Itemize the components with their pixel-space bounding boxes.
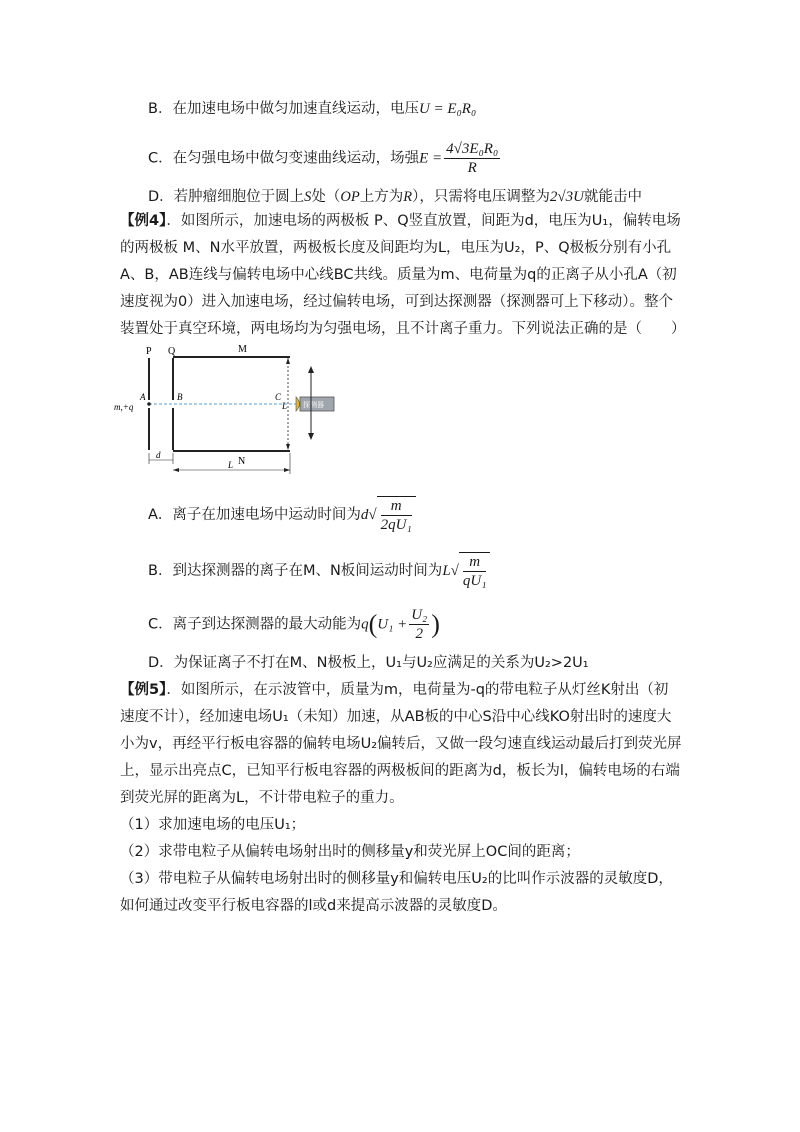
var: S xyxy=(304,189,312,205)
text: 装置处于真空环境，两电场均为匀强电场，且不计离子重力。下列说法正确的是（ ） xyxy=(120,321,686,337)
fraction xyxy=(381,497,412,534)
text: ．如图所示，加速电场的两极板 P、Q竖直放置，间距为d，电压为U₁，偏转电场 xyxy=(166,213,681,229)
example-tag: 【例5】 xyxy=(120,682,167,698)
ex4-option-a xyxy=(148,496,416,534)
example4-line-5 xyxy=(120,318,686,340)
text: A、B，AB连线与偏转电场中心线BC共线。质量为m、电荷量为q的正离子从小孔A（初 xyxy=(120,267,677,283)
formula: U = E₀R₀ xyxy=(418,101,477,117)
denominator: R xyxy=(467,160,477,176)
denominator: 2 xyxy=(415,626,423,642)
text: ），只需将电压调整为 xyxy=(412,189,550,205)
numerator: 4√3E₀R₀ xyxy=(446,141,499,157)
text: ．如图所示，在示波管中，质量为m，电荷量为-q的带电粒子从灯丝K射出（初 xyxy=(166,682,669,698)
label-q: Q xyxy=(168,346,176,357)
example5-question-3 xyxy=(120,868,673,890)
example4-figure xyxy=(110,340,350,480)
paren-right: ) xyxy=(431,609,440,639)
detector-label: 探测器 xyxy=(303,401,324,409)
l-arrow-left xyxy=(173,468,179,472)
text: 速度不计），经加速电场U₁（未知）加速，从AB板的中心S沿中心线KO射出时的速度大 xyxy=(120,709,672,725)
q3-option-c xyxy=(148,140,502,177)
arrow-down xyxy=(286,444,290,450)
sqrt: √ $\frac{m}{\text{2qU₁}}$ xyxy=(368,496,415,534)
formula: 2√3U xyxy=(549,189,584,205)
text: （1）求加速电场的电压U₁； xyxy=(120,817,306,833)
var: R xyxy=(403,189,413,205)
text: D．若肿瘤细胞位于圆上 xyxy=(148,189,305,205)
q3-option-d xyxy=(148,186,642,208)
detector-arrow-up xyxy=(308,366,314,373)
ex4-option-d xyxy=(148,652,589,674)
ex4-option-c xyxy=(148,606,440,643)
label-n: N xyxy=(238,456,246,467)
example5-line-5 xyxy=(120,787,404,809)
paren-left: ( xyxy=(368,609,378,639)
example5-line-1 xyxy=(120,679,668,701)
text: （2）求带电粒子从偏转电场射出时的侧移量y和荧光屏上OC间的距离； xyxy=(120,844,580,860)
label-b: B xyxy=(177,392,183,402)
option-text: C．在匀强电场中做匀变速曲线运动，场强 xyxy=(148,150,420,167)
denominator: qU₁ xyxy=(462,573,487,589)
numerator: m xyxy=(381,497,412,516)
label-d: d xyxy=(156,450,161,460)
fraction xyxy=(409,606,429,643)
label-c: C xyxy=(275,392,282,402)
example4-line-1 xyxy=(120,210,681,232)
example5-question-3-cont xyxy=(120,895,507,917)
option-text: C．离子到达探测器的最大动能为 xyxy=(148,616,362,633)
example4-line-2 xyxy=(120,237,671,259)
option-text: D．为保证离子不打在M、N极板上，U₁与U₂应满足的关系为U₂>2U₁ xyxy=(148,655,589,671)
example4-line-4 xyxy=(120,291,673,313)
label-a: A xyxy=(140,392,146,402)
option-text: B．到达探测器的离子在M、N板间运动时间为 xyxy=(148,563,443,579)
sqrt: √ $\frac{m}{\text{qU₁}}$ xyxy=(451,552,491,590)
formula-pre: L xyxy=(442,563,451,579)
numerator: m xyxy=(463,553,487,572)
detector-arrow-down xyxy=(308,433,314,440)
example5-line-2 xyxy=(120,706,671,728)
example5-line-3 xyxy=(120,733,682,755)
text: 上方为 xyxy=(359,189,404,205)
example-tag: 【例4】 xyxy=(120,213,167,229)
text: 上，显示出亮点C，已知平行板电容器的两极板间的距离为d，板长为l，偏转电场的右端 xyxy=(120,763,680,779)
fraction xyxy=(463,553,487,590)
label-m: M xyxy=(238,344,247,355)
label-l-right: L xyxy=(282,401,288,411)
label-p: P xyxy=(146,346,152,357)
text: 如何通过改变平行板电容器的l或d来提高示波器的灵敏度D。 xyxy=(120,898,507,914)
text: 到荧光屏的距离为L，不计带电粒子的重力。 xyxy=(120,790,404,806)
l-arrow-right xyxy=(284,468,290,472)
text: 的两极板 M、N水平放置，两极板长度及间距均为L，电压为U₂，P、Q极板分别有小孔 xyxy=(120,240,672,256)
text: 处（ xyxy=(311,189,341,205)
ex4-option-b xyxy=(148,552,490,590)
q3-option-b xyxy=(148,98,476,120)
hole-a xyxy=(147,402,151,406)
var: OP xyxy=(340,189,360,205)
text: （3）带电粒子从偏转电场射出时的侧移量y和偏转电压U₂的比叫作示波器的灵敏度D， xyxy=(120,871,673,887)
label-l-bottom: L xyxy=(228,460,234,470)
denominator: 2qU₁ xyxy=(380,517,412,533)
text: 小为v，再经平行板电容器的偏转电场U₂偏转后，又做一段匀速直线运动最后打到荧光屏 xyxy=(120,736,682,752)
example5-question-2 xyxy=(120,841,580,863)
option-text: A．离子在加速电场中运动时间为 xyxy=(148,507,361,523)
example5-line-4 xyxy=(120,760,680,782)
formula-pre: d xyxy=(360,507,369,523)
text: 就能击中 xyxy=(583,189,642,205)
fraction xyxy=(444,140,500,177)
example5-question-1 xyxy=(120,814,305,836)
formula-lhs: E = xyxy=(419,150,443,167)
example4-line-3 xyxy=(120,264,677,286)
option-text: B．在加速电场中做匀加速直线运动，电压 xyxy=(148,101,419,117)
text: 速度视为0）进入加速电场，经过偏转电场，可到达探测器（探测器可上下移动）。整个 xyxy=(120,294,673,310)
detector-lens xyxy=(296,397,300,411)
formula-pre: q xyxy=(361,616,369,633)
numerator: U₂ xyxy=(411,607,428,623)
label-charge: m,+q xyxy=(114,402,134,412)
formula-a: U₁ + xyxy=(377,616,408,633)
arrow-up xyxy=(286,358,290,364)
